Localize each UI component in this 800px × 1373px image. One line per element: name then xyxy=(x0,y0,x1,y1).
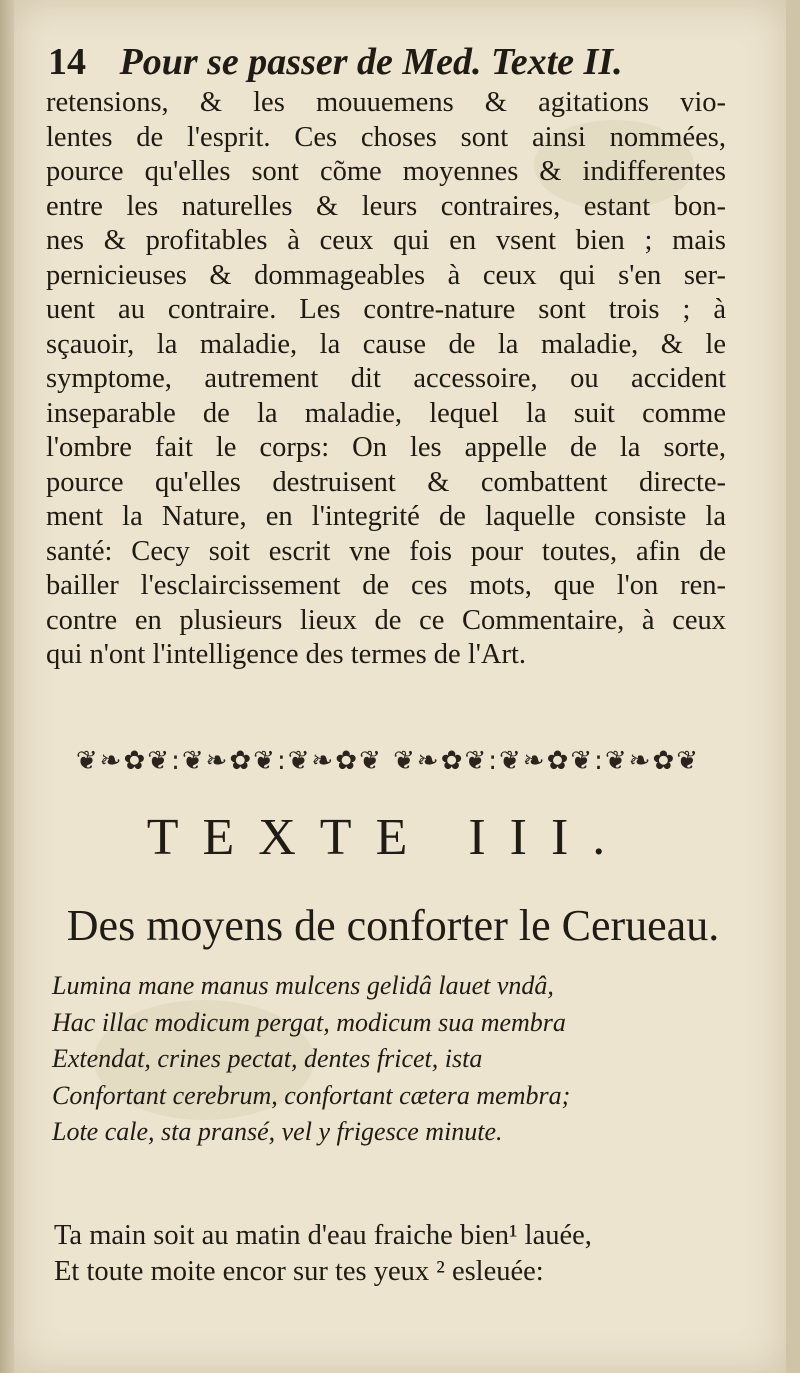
verse-line: Extendat, crines pectat, dentes fricet, ista xyxy=(52,1044,483,1073)
body-line: pernicieuses & dommageables à ceux qui s'en ser- xyxy=(46,259,726,291)
translation-line: Ta main soit au matin d'eau fraiche bien¹ lauée, xyxy=(54,1220,592,1251)
body-line: qui n'ont l'intelligence des termes de l'Art. xyxy=(46,639,526,670)
running-header xyxy=(48,40,748,88)
latin-verse xyxy=(52,968,732,1151)
body-line: ment la Nature, en l'integrité de laquelle consiste la xyxy=(46,501,726,532)
body-line: bailler l'esclaircissement de ces mots, que l'on ren- xyxy=(46,570,726,601)
ornamental-divider: ❦❧✿❦:❦❧✿❦:❦❧✿❦ ❦❧✿❦:❦❧✿❦:❦❧✿❦ xyxy=(75,746,701,776)
body-line: pource qu'elles destruisent & combattent directe- xyxy=(46,466,726,498)
body-line: santé: Cecy soit escrit vne fois pour toutes, afin de xyxy=(46,535,726,567)
body-line: uent au contraire. Les contre-nature sont trois ; à xyxy=(46,294,726,325)
body-line: pource qu'elles sont cõme moyennes & indifferentes xyxy=(46,156,726,187)
body-line: inseparable de la maladie, lequel la suit comme xyxy=(46,397,726,429)
verse-line: Lumina mane manus mulcens gelidâ lauet vndâ, xyxy=(52,971,554,1000)
body-paragraph xyxy=(46,86,726,673)
page-number: 14 xyxy=(48,41,86,83)
verse-line: Confortant cerebrum, confortant cætera membra; xyxy=(52,1080,571,1110)
translation-line: Et toute moite encor sur tes yeux ² esleuée: xyxy=(54,1256,544,1287)
body-line: sçauoir, la maladie, la cause de la maladie, & le xyxy=(46,328,726,360)
body-line: lentes de l'esprit. Ces choses sont ainsi nommées, xyxy=(46,121,726,153)
section-title: TEXTE III. xyxy=(146,809,630,866)
body-line: symptome, autrement dit accessoire, ou accident xyxy=(46,363,726,394)
french-translation xyxy=(54,1218,734,1290)
body-line: retensions, & les mouuemens & agitations vio- xyxy=(46,87,726,118)
running-title: Pour se passer de Med. Texte II. xyxy=(119,41,623,83)
body-line: entre les naturelles & leurs contraires, estant bon- xyxy=(46,190,726,222)
section-subtitle: Des moyens de conforter le Cerueau. xyxy=(66,901,720,950)
body-line: contre en plusieurs lieux de ce Commentaire, à ceux xyxy=(46,604,726,636)
body-line: nes & profitables à ceux qui en vsent bien ; mais xyxy=(46,225,726,256)
verse-line: Hac illac modicum pergat, modicum sua membra xyxy=(52,1007,566,1037)
verse-line: Lote cale, sta pransé, vel y frigesce minute. xyxy=(52,1117,503,1146)
body-line: l'ombre fait le corps: On les appelle de la sorte, xyxy=(46,432,726,463)
